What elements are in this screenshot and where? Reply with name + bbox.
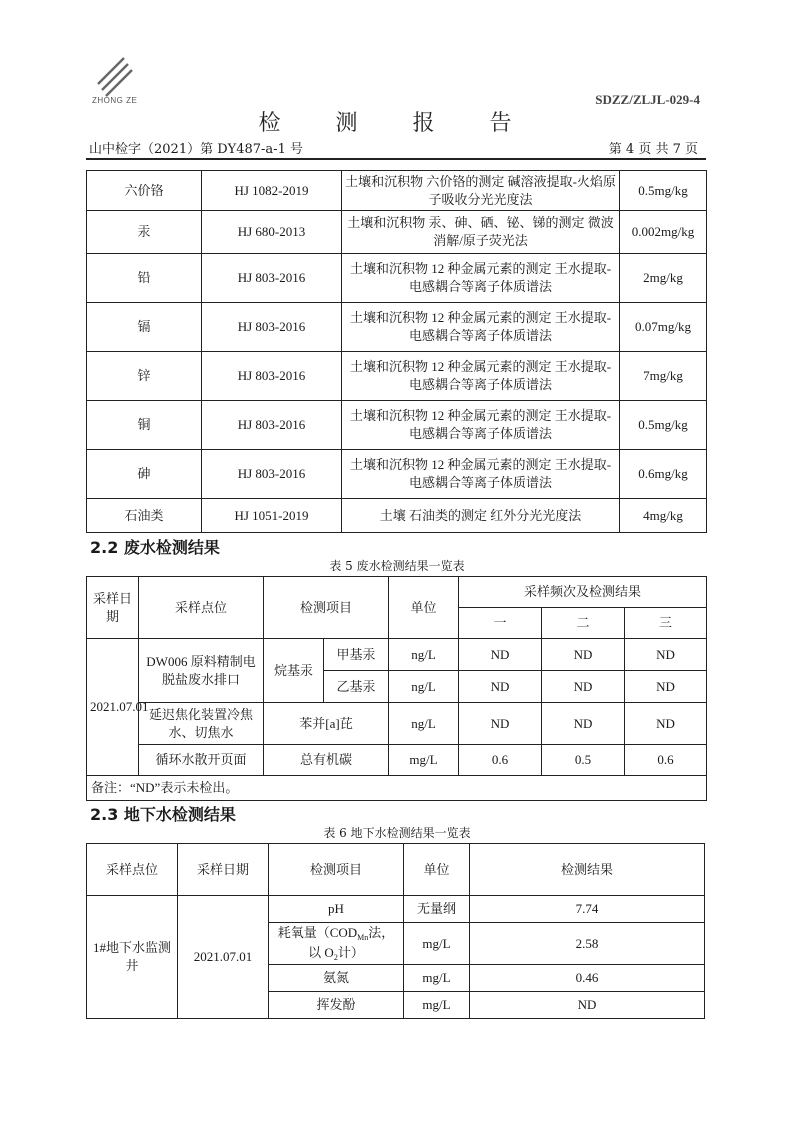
limit-cell: 0.5mg/kg (620, 171, 707, 211)
item-cell: 砷 (87, 450, 202, 499)
header-divider (86, 158, 706, 160)
item-cell: 挥发酚 (269, 992, 404, 1019)
table-row (87, 639, 707, 671)
table-caption-wastewater: 表 5 废水检测结果一览表 (329, 559, 465, 573)
header-frequency-1: 一 (459, 608, 542, 639)
item-cell: 汞 (87, 211, 202, 254)
method-cell: 土壤和沉积物 汞、砷、硒、铋、锑的测定 微波消解/原子荧光法 (342, 211, 620, 254)
report-title: 检 测 报 告 (258, 111, 536, 136)
unit-cell: mg/L (389, 745, 459, 776)
table-row (87, 352, 707, 401)
table-header-row (87, 577, 707, 608)
unit-cell: ng/L (389, 703, 459, 745)
item-cell: 总有机碳 (264, 745, 389, 776)
table-row (87, 303, 707, 352)
header-location: 采样点位 (87, 844, 178, 896)
item-cell: 锌 (87, 352, 202, 401)
standard-cell: HJ 803-2016 (202, 352, 342, 401)
standard-cell: HJ 1051-2019 (202, 499, 342, 533)
result-cell: ND (459, 671, 542, 703)
result-cell: 0.6 (459, 745, 542, 776)
result-cell: ND (542, 703, 625, 745)
wastewater-table (86, 576, 707, 801)
header-result: 检测结果 (470, 844, 705, 896)
item-cell: 乙基汞 (324, 671, 389, 703)
limit-cell: 4mg/kg (620, 499, 707, 533)
result-cell: ND (625, 671, 707, 703)
unit-cell: 无量纲 (404, 896, 470, 923)
limit-cell: 0.07mg/kg (620, 303, 707, 352)
report-number: 山中检字（2021）第 DY487-a-1 号 (89, 142, 303, 157)
location-cell: 1#地下水监测井 (87, 896, 178, 1019)
location-cell: 延迟焦化装置冷焦水、切焦水 (139, 703, 264, 745)
item-cell: 苯并[a]芘 (264, 703, 389, 745)
logo-text: ZHONG ZE (92, 96, 138, 105)
table-row (87, 450, 707, 499)
header-date: 采样日期 (178, 844, 269, 896)
location-cell: DW006 原料精制电脱盐废水排口 (139, 639, 264, 703)
header-item: 检测项目 (264, 577, 389, 639)
header-location: 采样点位 (139, 577, 264, 639)
unit-cell: ng/L (389, 639, 459, 671)
method-cell: 土壤和沉积物 六价铬的测定 碱溶液提取-火焰原子吸收分光光度法 (342, 171, 620, 211)
method-cell: 土壤和沉积物 12 种金属元素的测定 王水提取-电感耦合等离子体质谱法 (342, 254, 620, 303)
header-frequency-3: 三 (625, 608, 707, 639)
location-cell: 循环水散开页面 (139, 745, 264, 776)
header-results: 采样频次及检测结果 (459, 577, 707, 608)
method-cell: 土壤和沉积物 12 种金属元素的测定 王水提取-电感耦合等离子体质谱法 (342, 352, 620, 401)
limit-cell: 0.002mg/kg (620, 211, 707, 254)
methods-table (86, 170, 707, 533)
result-cell: 0.46 (470, 965, 705, 992)
result-cell: ND (625, 639, 707, 671)
item-cell: 石油类 (87, 499, 202, 533)
unit-cell: mg/L (404, 992, 470, 1019)
table-row (87, 401, 707, 450)
result-cell: 0.5 (542, 745, 625, 776)
unit-cell: ng/L (389, 671, 459, 703)
header-frequency-2: 二 (542, 608, 625, 639)
sampling-date-cell: 2021.07.01 (178, 896, 269, 1019)
section-title-wastewater: 2.2 废水检测结果 (90, 538, 220, 557)
result-cell: 7.74 (470, 896, 705, 923)
standard-cell: HJ 803-2016 (202, 401, 342, 450)
table-note: 备注：“ND”表示未检出。 (87, 776, 707, 801)
limit-cell: 7mg/kg (620, 352, 707, 401)
result-cell: 2.58 (470, 923, 705, 965)
result-cell: ND (470, 992, 705, 1019)
page-info: 第 4 页 共 7 页 (608, 142, 698, 157)
table-row (87, 171, 707, 211)
item-cell: 六价铬 (87, 171, 202, 211)
method-cell: 土壤和沉积物 12 种金属元素的测定 王水提取-电感耦合等离子体质谱法 (342, 450, 620, 499)
standard-cell: HJ 1082-2019 (202, 171, 342, 211)
result-cell: ND (542, 639, 625, 671)
result-cell: ND (625, 703, 707, 745)
method-cell: 土壤 石油类的测定 红外分光光度法 (342, 499, 620, 533)
header-unit: 单位 (404, 844, 470, 896)
item-cell: 铜 (87, 401, 202, 450)
result-cell: 0.6 (625, 745, 707, 776)
table-row (87, 896, 705, 923)
unit-cell: mg/L (404, 965, 470, 992)
table-row (87, 499, 707, 533)
table-row (87, 703, 707, 745)
item-cell: pH (269, 896, 404, 923)
result-cell: ND (459, 639, 542, 671)
header-date: 采样日期 (87, 577, 139, 639)
item-cell: 甲基汞 (324, 639, 389, 671)
result-cell: ND (542, 671, 625, 703)
table-note-row (87, 776, 707, 801)
method-cell: 土壤和沉积物 12 种金属元素的测定 王水提取-电感耦合等离子体质谱法 (342, 303, 620, 352)
result-cell: ND (459, 703, 542, 745)
header-unit: 单位 (389, 577, 459, 639)
table-row (87, 254, 707, 303)
table-row (87, 211, 707, 254)
table-caption-groundwater: 表 6 地下水检测结果一览表 (323, 826, 471, 840)
table-header-row (87, 844, 705, 896)
standard-cell: HJ 803-2016 (202, 254, 342, 303)
item-cell: 铅 (87, 254, 202, 303)
limit-cell: 0.6mg/kg (620, 450, 707, 499)
standard-cell: HJ 803-2016 (202, 303, 342, 352)
item-group-cell: 烷基汞 (264, 639, 324, 703)
item-cell-cod: 耗氧量（$COD_{Mn}$法，以 $O_2$计） (269, 923, 404, 965)
unit-cell: mg/L (404, 923, 470, 965)
item-cell: 氨氮 (269, 965, 404, 992)
groundwater-table (86, 843, 705, 1019)
sampling-date-cell: 2021.07.01 (87, 639, 139, 776)
document-code: SDZZ/ZLJL-029-4 (595, 92, 700, 107)
method-cell: 土壤和沉积物 12 种金属元素的测定 王水提取-电感耦合等离子体质谱法 (342, 401, 620, 450)
standard-cell: HJ 803-2016 (202, 450, 342, 499)
item-cell: 镉 (87, 303, 202, 352)
table-row (87, 745, 707, 776)
standard-cell: HJ 680-2013 (202, 211, 342, 254)
limit-cell: 0.5mg/kg (620, 401, 707, 450)
limit-cell: 2mg/kg (620, 254, 707, 303)
section-title-groundwater: 2.3 地下水检测结果 (90, 805, 236, 824)
header-item: 检测项目 (269, 844, 404, 896)
